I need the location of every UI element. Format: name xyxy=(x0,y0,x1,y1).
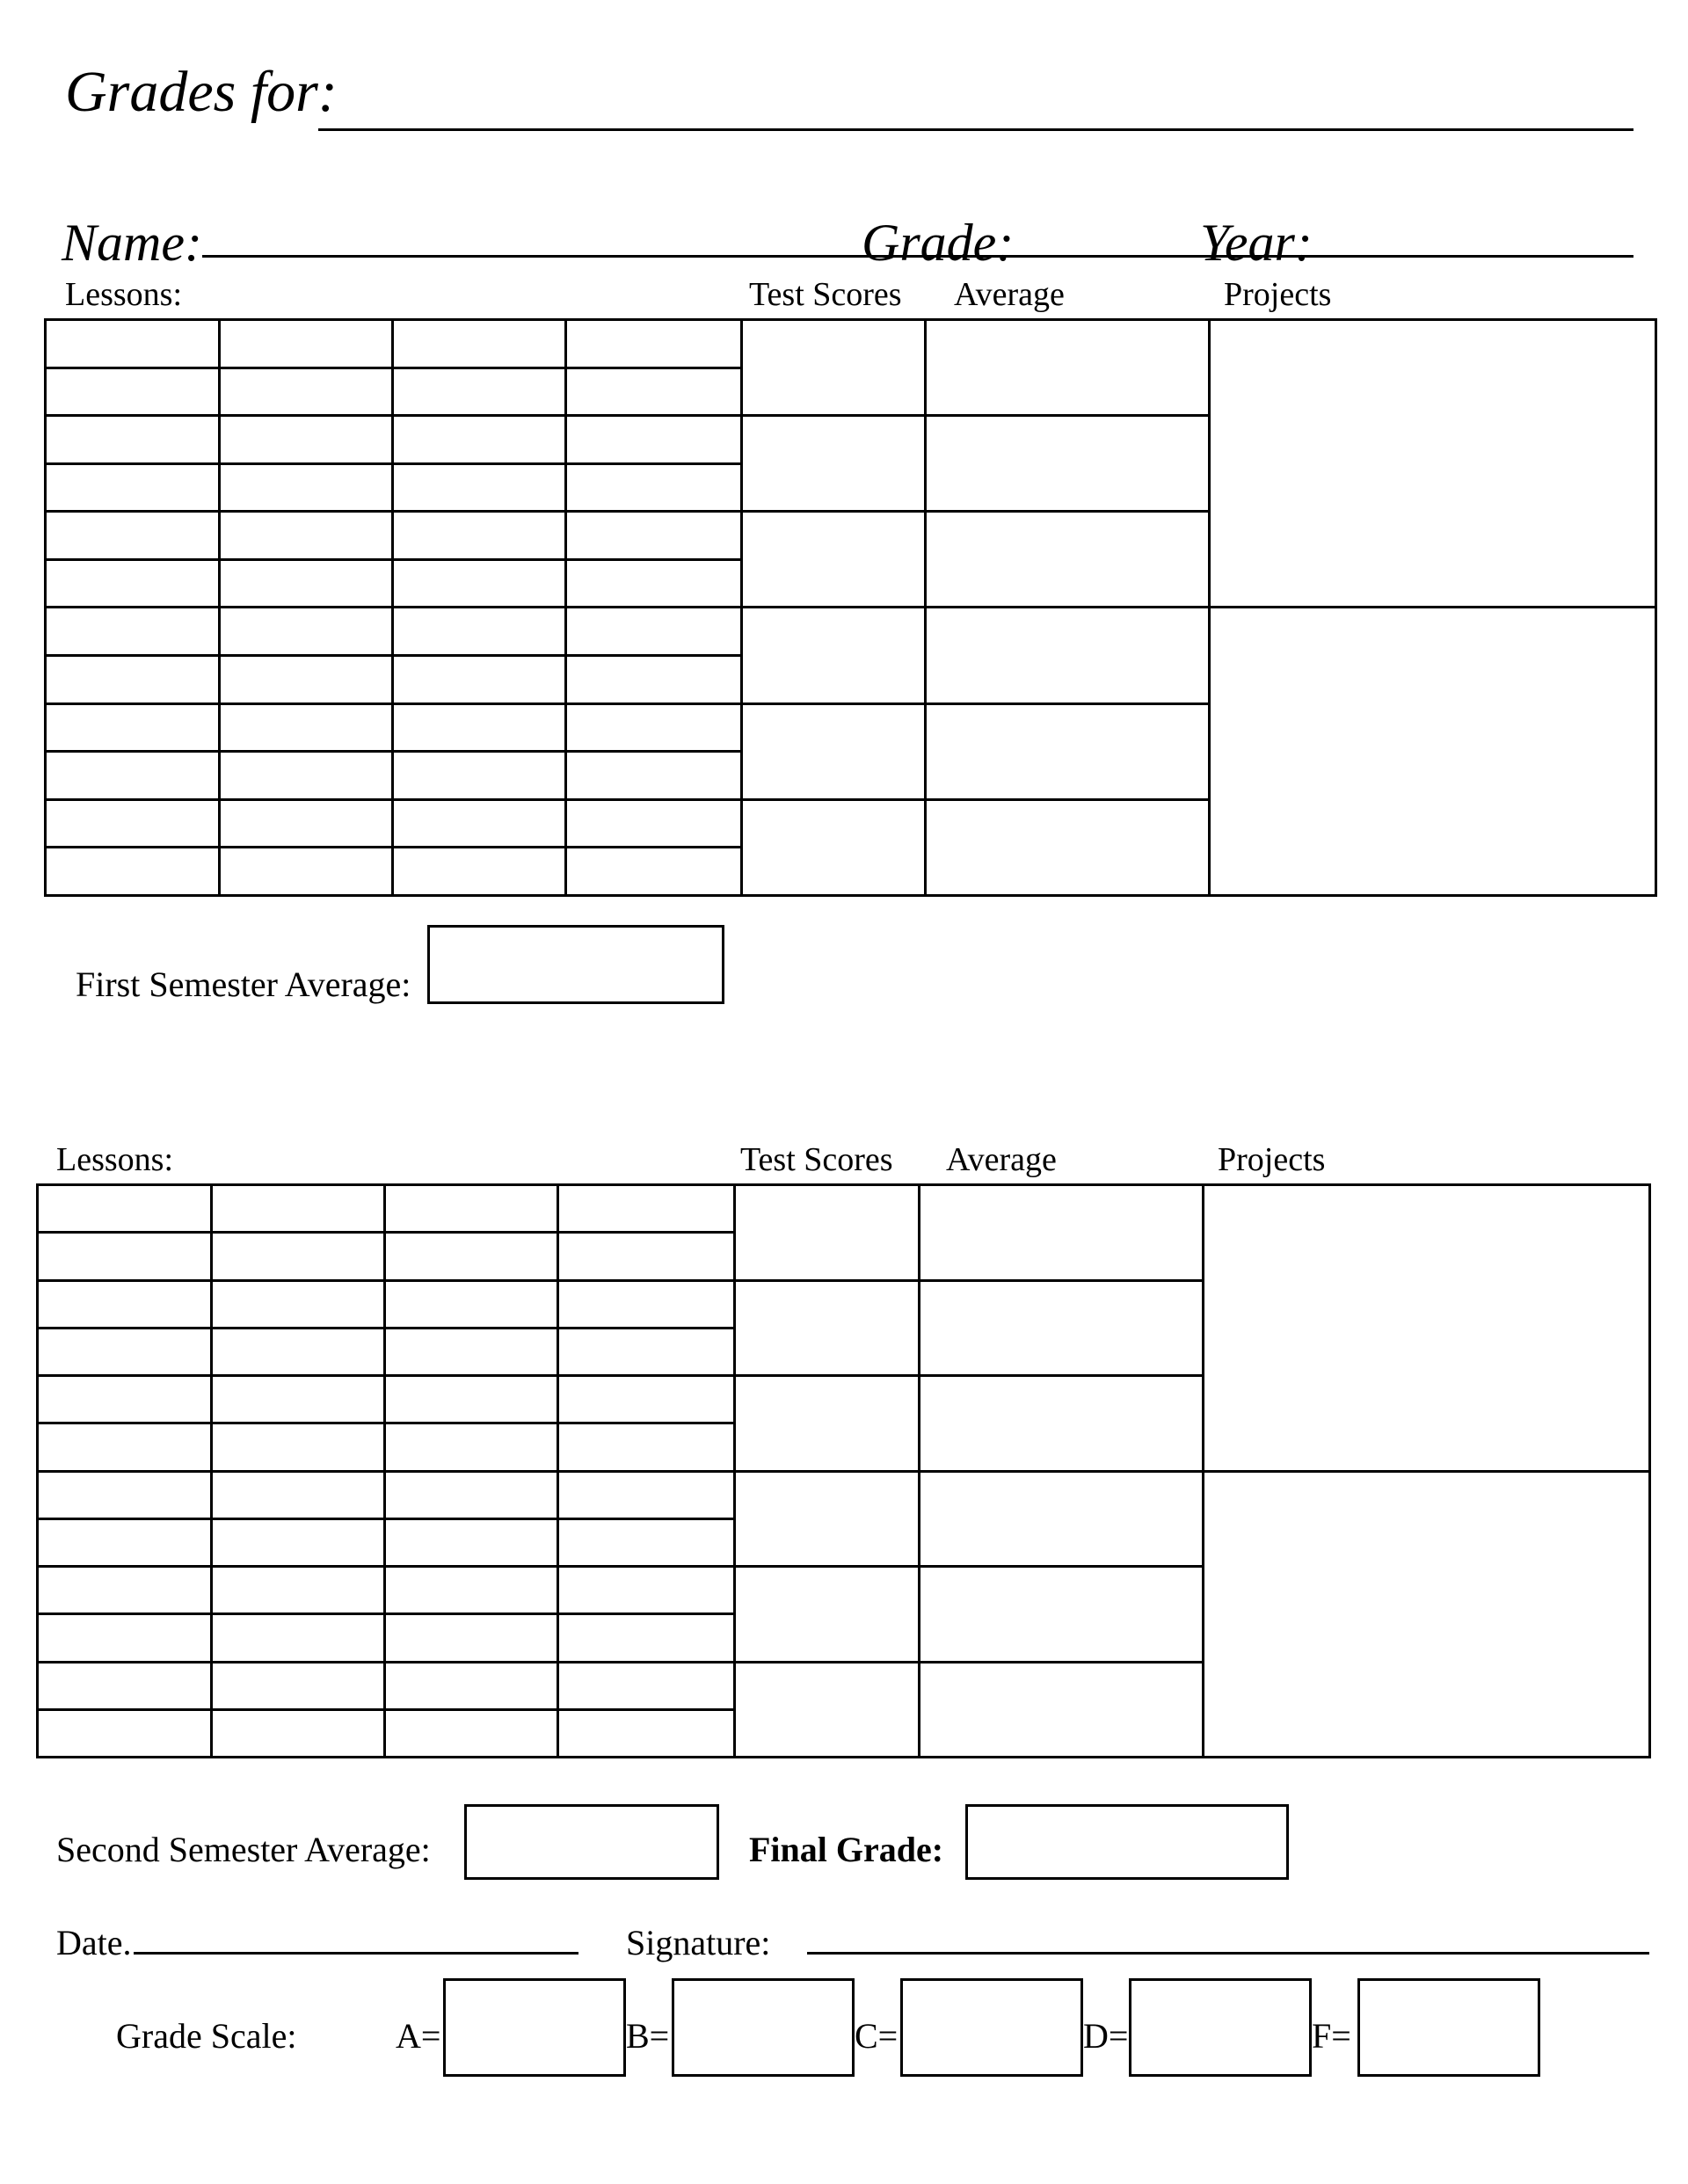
lesson-cell[interactable] xyxy=(46,463,220,512)
grade-a-box[interactable] xyxy=(443,1978,626,2077)
average-cell[interactable] xyxy=(920,1185,1204,1281)
lesson-cell[interactable] xyxy=(385,1471,558,1518)
lesson-cell[interactable] xyxy=(393,752,566,800)
lesson-cell[interactable] xyxy=(385,1709,558,1757)
lesson-cell[interactable] xyxy=(393,416,566,464)
lesson-cell[interactable] xyxy=(393,608,566,656)
lesson-cell[interactable] xyxy=(566,512,742,560)
grades-table-1 xyxy=(44,318,1657,897)
grade-d-label: D= xyxy=(1083,2016,1129,2056)
grade-c-box[interactable] xyxy=(900,1978,1083,2077)
projects-header-1: Projects xyxy=(1224,276,1332,313)
average-cell[interactable] xyxy=(920,1567,1204,1663)
lesson-cell[interactable] xyxy=(558,1567,735,1614)
test-score-cell[interactable] xyxy=(735,1185,920,1281)
lesson-cell[interactable] xyxy=(46,656,220,704)
lesson-cell[interactable] xyxy=(38,1567,212,1614)
grade-d-box[interactable] xyxy=(1129,1978,1312,2077)
lesson-cell[interactable] xyxy=(38,1328,212,1375)
average-cell[interactable] xyxy=(926,799,1210,895)
lesson-cell[interactable] xyxy=(212,1518,385,1566)
lesson-cell[interactable] xyxy=(566,752,742,800)
lesson-cell[interactable] xyxy=(558,1376,735,1423)
grade-a-label: A= xyxy=(396,2016,441,2056)
test-score-cell[interactable] xyxy=(735,1280,920,1376)
lessons-header-2: Lessons: xyxy=(56,1141,173,1178)
date-label: Date. xyxy=(56,1923,132,1962)
test-score-cell[interactable] xyxy=(735,1376,920,1472)
lesson-cell[interactable] xyxy=(38,1280,212,1328)
lesson-cell[interactable] xyxy=(393,463,566,512)
test-score-cell[interactable] xyxy=(742,608,926,703)
test-score-cell[interactable] xyxy=(735,1567,920,1663)
lesson-cell[interactable] xyxy=(212,1233,385,1280)
lesson-cell[interactable] xyxy=(46,512,220,560)
lesson-cell[interactable] xyxy=(46,799,220,848)
lesson-cell[interactable] xyxy=(558,1709,735,1757)
average-header-2: Average xyxy=(946,1141,1057,1178)
average-cell[interactable] xyxy=(920,1471,1204,1567)
lesson-cell[interactable] xyxy=(566,608,742,656)
final-grade-label: Final Grade: xyxy=(749,1830,944,1869)
lesson-cell[interactable] xyxy=(566,848,742,896)
lesson-cell[interactable] xyxy=(212,1662,385,1709)
lesson-cell[interactable] xyxy=(566,703,742,752)
lesson-cell[interactable] xyxy=(385,1567,558,1614)
project-cell[interactable] xyxy=(1204,1185,1650,1472)
lesson-cell[interactable] xyxy=(393,368,566,416)
lesson-cell[interactable] xyxy=(46,559,220,608)
lesson-cell[interactable] xyxy=(566,799,742,848)
second-semester-average-box[interactable] xyxy=(464,1804,719,1880)
project-cell[interactable] xyxy=(1204,1471,1650,1758)
lesson-cell[interactable] xyxy=(385,1423,558,1471)
grade-scale-label: Grade Scale: xyxy=(116,2016,297,2056)
lesson-cell[interactable] xyxy=(38,1233,212,1280)
student-name-line[interactable] xyxy=(318,128,1633,131)
average-cell[interactable] xyxy=(920,1280,1204,1376)
lesson-cell[interactable] xyxy=(558,1328,735,1375)
second-semester-average-label: Second Semester Average: xyxy=(56,1830,431,1869)
name-label: Name: xyxy=(62,214,202,272)
lesson-cell[interactable] xyxy=(46,320,220,368)
lesson-cell[interactable] xyxy=(566,559,742,608)
lesson-cell[interactable] xyxy=(212,1423,385,1471)
lesson-cell[interactable] xyxy=(566,463,742,512)
lesson-cell[interactable] xyxy=(38,1376,212,1423)
lesson-cell[interactable] xyxy=(558,1423,735,1471)
lesson-cell[interactable] xyxy=(566,320,742,368)
lesson-cell[interactable] xyxy=(393,512,566,560)
projects-header-2: Projects xyxy=(1218,1141,1326,1178)
average-cell[interactable] xyxy=(926,320,1210,416)
lesson-cell[interactable] xyxy=(558,1662,735,1709)
lesson-cell[interactable] xyxy=(212,1376,385,1423)
lesson-cell[interactable] xyxy=(38,1185,212,1233)
lesson-cell[interactable] xyxy=(393,799,566,848)
lesson-cell[interactable] xyxy=(212,1614,385,1662)
lessons-header-1: Lessons: xyxy=(65,276,182,313)
name-grade-year-line[interactable] xyxy=(202,255,1633,258)
lesson-cell[interactable] xyxy=(220,608,393,656)
grades-table-2 xyxy=(36,1183,1651,1758)
lesson-cell[interactable] xyxy=(220,416,393,464)
lesson-cell[interactable] xyxy=(38,1471,212,1518)
lesson-cell[interactable] xyxy=(566,368,742,416)
test-score-cell[interactable] xyxy=(742,320,926,416)
lesson-cell[interactable] xyxy=(220,848,393,896)
lesson-cell[interactable] xyxy=(46,416,220,464)
lesson-cell[interactable] xyxy=(38,1518,212,1566)
average-cell[interactable] xyxy=(920,1662,1204,1758)
year-label: Year: xyxy=(1200,214,1313,272)
lesson-cell[interactable] xyxy=(212,1185,385,1233)
lesson-cell[interactable] xyxy=(566,416,742,464)
lesson-cell[interactable] xyxy=(385,1614,558,1662)
grade-f-label: F= xyxy=(1312,2016,1351,2056)
lesson-cell[interactable] xyxy=(38,1709,212,1757)
lesson-cell[interactable] xyxy=(385,1662,558,1709)
lesson-cell[interactable] xyxy=(38,1423,212,1471)
lesson-cell[interactable] xyxy=(385,1233,558,1280)
signature-line[interactable] xyxy=(807,1952,1649,1955)
lesson-cell[interactable] xyxy=(220,512,393,560)
lesson-cell[interactable] xyxy=(393,848,566,896)
average-cell[interactable] xyxy=(920,1376,1204,1472)
project-cell[interactable] xyxy=(1210,608,1656,896)
lesson-cell[interactable] xyxy=(212,1280,385,1328)
test-score-cell[interactable] xyxy=(742,512,926,608)
test-score-cell[interactable] xyxy=(735,1662,920,1758)
average-cell[interactable] xyxy=(926,703,1210,799)
lesson-cell[interactable] xyxy=(220,703,393,752)
lesson-cell[interactable] xyxy=(212,1567,385,1614)
test-scores-header-1: Test Scores xyxy=(749,276,902,313)
lesson-cell[interactable] xyxy=(220,368,393,416)
grade-c-label: C= xyxy=(855,2016,899,2056)
lesson-cell[interactable] xyxy=(558,1280,735,1328)
lesson-cell[interactable] xyxy=(385,1328,558,1375)
lesson-cell[interactable] xyxy=(393,703,566,752)
lesson-cell[interactable] xyxy=(385,1280,558,1328)
lesson-cell[interactable] xyxy=(385,1185,558,1233)
lesson-cell[interactable] xyxy=(393,320,566,368)
date-line[interactable] xyxy=(134,1952,578,1955)
lesson-cell[interactable] xyxy=(558,1518,735,1566)
lesson-cell[interactable] xyxy=(558,1185,735,1233)
test-scores-header-2: Test Scores xyxy=(740,1141,893,1178)
lesson-cell[interactable] xyxy=(46,608,220,656)
test-score-cell[interactable] xyxy=(742,416,926,512)
lesson-cell[interactable] xyxy=(393,656,566,704)
final-grade-box[interactable] xyxy=(965,1804,1289,1880)
lesson-cell[interactable] xyxy=(220,559,393,608)
first-semester-average-box[interactable] xyxy=(427,925,724,1004)
grade-f-box[interactable] xyxy=(1357,1978,1540,2077)
signature-label: Signature: xyxy=(626,1923,771,1962)
average-header-1: Average xyxy=(954,276,1065,313)
lesson-cell[interactable] xyxy=(220,656,393,704)
lesson-cell[interactable] xyxy=(46,703,220,752)
lesson-cell[interactable] xyxy=(220,752,393,800)
lesson-cell[interactable] xyxy=(220,320,393,368)
grade-label: Grade: xyxy=(862,214,1015,272)
average-cell[interactable] xyxy=(926,416,1210,512)
test-score-cell[interactable] xyxy=(742,799,926,895)
lesson-cell[interactable] xyxy=(38,1614,212,1662)
lesson-cell[interactable] xyxy=(38,1662,212,1709)
lesson-cell[interactable] xyxy=(46,368,220,416)
first-semester-average-label: First Semester Average: xyxy=(76,965,411,1004)
lesson-cell[interactable] xyxy=(558,1471,735,1518)
average-cell[interactable] xyxy=(926,608,1210,703)
lesson-cell[interactable] xyxy=(566,656,742,704)
lesson-cell[interactable] xyxy=(212,1328,385,1375)
lesson-cell[interactable] xyxy=(220,799,393,848)
lesson-cell[interactable] xyxy=(212,1471,385,1518)
lesson-cell[interactable] xyxy=(558,1614,735,1662)
lesson-cell[interactable] xyxy=(385,1376,558,1423)
lesson-cell[interactable] xyxy=(393,559,566,608)
test-score-cell[interactable] xyxy=(742,703,926,799)
title-label: Grades for: xyxy=(65,60,338,124)
test-score-cell[interactable] xyxy=(735,1471,920,1567)
lesson-cell[interactable] xyxy=(46,752,220,800)
lesson-cell[interactable] xyxy=(558,1233,735,1280)
lesson-cell[interactable] xyxy=(220,463,393,512)
lesson-cell[interactable] xyxy=(385,1518,558,1566)
grade-b-label: B= xyxy=(626,2016,670,2056)
lesson-cell[interactable] xyxy=(212,1709,385,1757)
grade-b-box[interactable] xyxy=(672,1978,855,2077)
average-cell[interactable] xyxy=(926,512,1210,608)
lesson-cell[interactable] xyxy=(46,848,220,896)
project-cell[interactable] xyxy=(1210,320,1656,608)
